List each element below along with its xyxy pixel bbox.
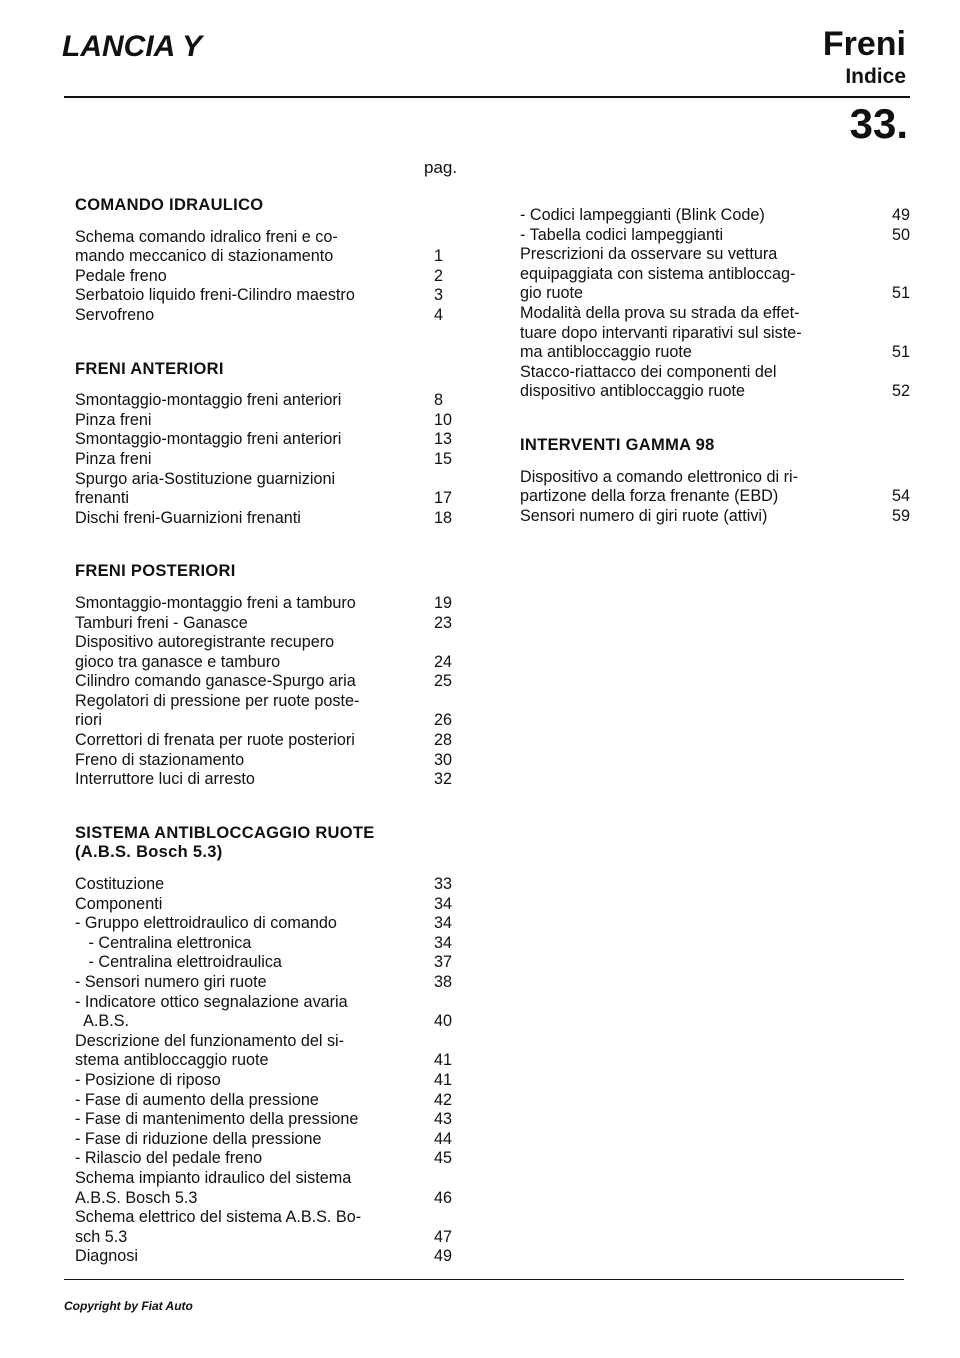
index-entry [75, 306, 460, 326]
entry-page: 18 [434, 508, 453, 527]
entry-page: 59 [891, 506, 910, 525]
entry-page: 33 [434, 875, 453, 894]
entry-page: 41 [434, 1051, 453, 1070]
entry-page: 41 [434, 1070, 453, 1089]
index-entry [75, 1228, 460, 1248]
index-entry [75, 430, 460, 450]
entry-text: Spurgo aria-Sostituzione guarnizioni [75, 469, 336, 488]
entry-text: Descrizione del funzionamento del si- [75, 1031, 345, 1050]
index-entry [75, 711, 460, 731]
entry-text: Interruttore luci di arresto [75, 770, 255, 789]
entry-page: 54 [891, 487, 910, 506]
entry-text: Regolatori di pressione per ruote poste- [75, 691, 360, 710]
entry-text: Tamburi freni - Ganasce [75, 613, 248, 632]
entry-text: - Rilascio del pedale freno [75, 1149, 263, 1168]
entry-text: A.B.S. Bosch 5.3 [75, 1188, 198, 1207]
entry-text: Serbatoio liquido freni-Cilindro maestro [75, 286, 355, 305]
entry-page: 43 [434, 1110, 453, 1129]
index-entry [75, 391, 460, 411]
index-entry [75, 450, 460, 470]
index-entry [75, 470, 460, 490]
entry-page: 37 [434, 953, 453, 972]
entry-text: - Fase di aumento della pressione [75, 1090, 319, 1109]
entry-page: 10 [434, 410, 453, 429]
entry-text: - Indicatore ottico segnalazione avaria [75, 992, 348, 1011]
section-title: SISTEMA ANTIBLOCCAGGIO RUOTE [75, 823, 375, 842]
index-entry [75, 267, 460, 287]
entry-text: Schema elettrico del sistema A.B.S. Bo- [75, 1208, 362, 1227]
index-entry [520, 324, 910, 344]
entry-text: Sensori numero di giri ruote (attivi) [520, 506, 768, 525]
index-entry [520, 487, 910, 507]
section-gap [75, 863, 460, 875]
entry-text: Freno di stazionamento [75, 750, 245, 769]
entry-text: Schema comando idralico freni e co- [75, 227, 338, 246]
entry-text: Pinza freni [75, 449, 152, 468]
index-entry [75, 895, 460, 915]
entry-page: 38 [434, 973, 453, 991]
entry-text: gioco tra ganasce e tamburo [75, 652, 281, 671]
index-right-column [520, 206, 910, 526]
index-entry [75, 1208, 460, 1228]
index-entry [75, 692, 460, 712]
entry-text: dispositivo antibloccaggio ruote [520, 382, 745, 401]
page-subtitle: Indice [845, 65, 906, 88]
index-entry [75, 751, 460, 771]
index-section [75, 360, 460, 529]
page-title: Freni [822, 25, 906, 63]
index-entry [75, 653, 460, 673]
index-entry [520, 468, 910, 488]
index-entry [75, 875, 460, 895]
entry-text: Prescrizioni da osservare su vettura [520, 245, 778, 264]
index-entry [75, 1032, 460, 1052]
index-entry [75, 672, 460, 692]
entry-page: 26 [434, 711, 453, 730]
entry-text: Servofreno [75, 305, 155, 324]
index-entry [520, 226, 910, 246]
entry-text: Costituzione [75, 875, 165, 894]
header-rule [64, 96, 910, 98]
index-entry [75, 1051, 460, 1071]
entry-page: 40 [434, 1012, 453, 1031]
entry-page: 17 [434, 489, 453, 508]
index-entry [75, 770, 460, 790]
brand-title: LANCIA Y [62, 30, 203, 63]
entry-page: 46 [434, 1188, 453, 1207]
index-entry [520, 382, 910, 402]
entry-text: Pinza freni [75, 410, 152, 429]
entry-page: 8 [434, 391, 444, 410]
index-section [520, 436, 910, 526]
entry-page: 34 [434, 933, 453, 952]
entry-text: Pedale freno [75, 266, 167, 285]
entry-page: 23 [434, 613, 453, 632]
index-entry [520, 265, 910, 285]
section-gap [75, 379, 460, 391]
index-entry [75, 973, 460, 993]
index-entry [75, 914, 460, 934]
entry-text: Smontaggio-montaggio freni anteriori [75, 430, 342, 449]
index-entry [520, 206, 910, 226]
entry-page: 15 [434, 449, 453, 468]
index-entry [75, 228, 460, 248]
index-entry [520, 304, 910, 324]
index-left-column [75, 196, 460, 1267]
entry-text: - Fase di riduzione della pressione [75, 1129, 322, 1148]
index-entry [520, 363, 910, 383]
entry-text: tuare dopo intervanti riparativi sul siste- [520, 323, 802, 342]
entry-text: - Posizione di riposo [75, 1070, 221, 1089]
entry-text: Smontaggio-montaggio freni a tamburo [75, 593, 356, 612]
entry-text: - Codici lampeggianti (Blink Code) [520, 206, 765, 224]
section-title: FRENI ANTERIORI [75, 359, 224, 378]
entry-page: 4 [434, 305, 444, 324]
index-entry [75, 1130, 460, 1150]
entry-page: 34 [434, 894, 453, 913]
entry-page: 49 [434, 1247, 453, 1266]
entry-text: stema antibloccaggio ruote [75, 1051, 269, 1070]
entry-text: ma antibloccaggio ruote [520, 343, 692, 362]
entry-text: - Sensori numero giri ruote [75, 973, 267, 991]
entry-text: - Tabella codici lampeggianti [520, 225, 724, 244]
entry-text: mando meccanico di stazionamento [75, 247, 334, 266]
entry-text: Smontaggio-montaggio freni anteriori [75, 391, 342, 410]
entry-page: 47 [434, 1227, 453, 1246]
index-entry [75, 993, 460, 1013]
entry-page: 28 [434, 731, 453, 750]
entry-text: Stacco-riattacco dei componenti del [520, 362, 777, 381]
entry-page: 44 [434, 1129, 453, 1148]
index-entry [75, 934, 460, 954]
section-title-line2: (A.B.S. Bosch 5.3) [75, 843, 223, 862]
index-entry [75, 489, 460, 509]
index-entry [75, 1169, 460, 1189]
copyright-footer: Copyright by Fiat Auto [64, 1299, 193, 1313]
entry-text: Dispositivo autoregistrante recupero [75, 633, 335, 652]
footer-rule [64, 1279, 904, 1280]
index-entry [75, 1247, 460, 1267]
page-column-label: pag. [424, 158, 458, 177]
entry-page: 32 [434, 770, 453, 789]
entry-text: partizone della forza frenante (EBD) [520, 487, 779, 506]
entry-text: Schema impianto idraulico del sistema [75, 1168, 352, 1187]
index-entry [75, 1071, 460, 1091]
entry-page: 45 [434, 1149, 453, 1168]
index-entry [520, 343, 910, 363]
section-title: COMANDO IDRAULICO [75, 196, 264, 214]
index-entry [75, 953, 460, 973]
entry-page: 34 [434, 914, 453, 933]
entry-page: 3 [434, 286, 444, 305]
index-entry [75, 411, 460, 431]
index-entry [75, 633, 460, 653]
index-section [75, 562, 460, 790]
index-entry [75, 1149, 460, 1169]
entry-page: 50 [891, 225, 910, 244]
entry-text: Dispositivo a comando elettronico di ri- [520, 467, 799, 486]
entry-page: 49 [891, 206, 910, 224]
entry-page: 30 [434, 750, 453, 769]
section-gap [520, 456, 910, 468]
entry-page: 51 [891, 343, 910, 362]
entry-page: 52 [891, 382, 910, 401]
entry-page: 1 [434, 247, 444, 266]
index-section [75, 196, 460, 326]
index-entry [75, 1012, 460, 1032]
index-entry [75, 614, 460, 634]
entry-text: Cilindro comando ganasce-Spurgo aria [75, 672, 356, 691]
entry-page: 24 [434, 652, 453, 671]
entry-page: 51 [891, 284, 910, 303]
entry-text: - Centralina elettroidraulica [75, 953, 282, 972]
entry-text: Modalità della prova su strada da effet- [520, 303, 800, 322]
index-entry [520, 507, 910, 527]
index-section [520, 206, 910, 402]
entry-text: Correttori di frenata per ruote posteriori [75, 731, 355, 750]
entry-text: frenanti [75, 489, 129, 508]
index-entry [75, 594, 460, 614]
index-entry [520, 245, 910, 265]
entry-page: 25 [434, 672, 453, 691]
entry-page: 13 [434, 430, 453, 449]
entry-text: equipaggiata con sistema antibloccag- [520, 264, 796, 283]
section-title: FRENI POSTERIORI [75, 562, 236, 581]
index-section [75, 824, 460, 1267]
index-entry [75, 1189, 460, 1209]
entry-page: 42 [434, 1090, 453, 1109]
entry-text: A.B.S. [75, 1012, 129, 1031]
index-entry [75, 509, 460, 529]
section-gap [75, 582, 460, 594]
entry-text: - Centralina elettronica [75, 933, 252, 952]
entry-text: Dischi freni-Guarnizioni frenanti [75, 508, 301, 527]
entry-text: gio ruote [520, 284, 583, 303]
entry-text: - Gruppo elettroidraulico di comando [75, 914, 337, 933]
index-entry [75, 731, 460, 751]
index-entry [75, 286, 460, 306]
index-entry [520, 284, 910, 304]
entry-text: Diagnosi [75, 1247, 138, 1266]
entry-text: riori [75, 711, 102, 730]
index-entry [75, 1091, 460, 1111]
entry-text: sch 5.3 [75, 1227, 128, 1246]
index-entry [75, 1110, 460, 1130]
entry-page: 2 [434, 266, 444, 285]
section-gap [75, 216, 460, 228]
entry-text: Componenti [75, 894, 163, 913]
entry-text: - Fase di mantenimento della pressione [75, 1110, 359, 1129]
header-right [823, 24, 906, 90]
index-entry [75, 247, 460, 267]
chapter-number: 33. [849, 100, 908, 147]
entry-page: 19 [434, 593, 453, 612]
section-title: INTERVENTI GAMMA 98 [520, 435, 715, 454]
